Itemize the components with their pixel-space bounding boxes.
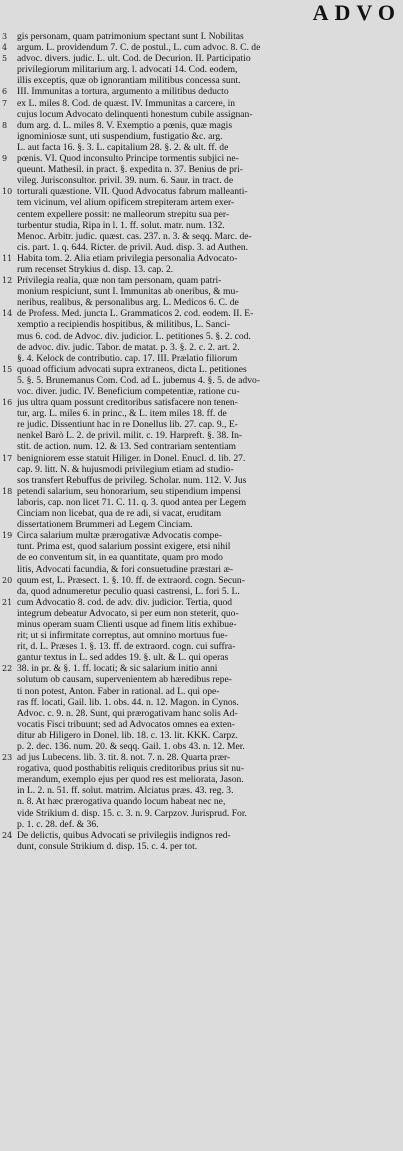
text-line — [2, 286, 400, 297]
line-text: benigniorem esse statuit Hiliger. in Donel. Enucl. d. lib. 27. — [17, 452, 246, 464]
line-text: tunt. Prima est, quod salarium possint exigere, etsi nihil — [17, 541, 231, 553]
line-text: De delictis, quibus Advocati se privilegiis indignos red- — [17, 829, 231, 841]
margin-number: 23 — [2, 753, 13, 763]
text-line — [2, 75, 400, 86]
text-line — [2, 486, 400, 497]
text-line — [2, 663, 400, 674]
line-text: illis exceptis, quæ ob ignorantiam militibus concessa sunt. — [17, 75, 241, 87]
margin-number: 3 — [2, 32, 8, 41]
text-line — [2, 708, 400, 719]
line-text: n. 8. At hæc prærogativa quando locum habeat nec ne, — [17, 796, 226, 808]
line-text: gis personam, quam patrimonium spectant sunt I. Nobilitas — [17, 31, 244, 42]
line-text: cap. 9. litt. N. & hujusmodi privilegium etiam ad studio- — [17, 463, 234, 475]
text-line — [2, 475, 400, 486]
line-text: ad jus Lubecens. lib. 3. tit. 8. not. 7. n. 28. Quarta prær- — [17, 752, 231, 764]
margin-number: 18 — [2, 486, 13, 496]
text-line — [2, 808, 400, 819]
text-line — [2, 619, 400, 630]
text-line — [2, 652, 400, 663]
text-line — [2, 220, 400, 231]
text-line — [2, 153, 400, 164]
text-line — [2, 430, 400, 441]
text-line — [2, 297, 400, 308]
line-text: ditur ab Hiligero in Donel. lib. 18. c. 13. lit. KKK. Carpz. — [17, 729, 238, 741]
text-line — [2, 98, 400, 109]
margin-number: 21 — [2, 597, 13, 607]
margin-number: 14 — [2, 309, 13, 319]
line-text: ignominiosæ sunt, uti suspendium, fustigatio &c. arg. — [17, 130, 223, 142]
line-text: L. aut facta 16. §. 3. L. capitalium 28. §. 2. & ult. ff. de — [17, 141, 229, 153]
line-text: vileg. Jurisconsultor. privil. 39. num. 6. Saur. in tract. de — [17, 175, 234, 187]
text-line — [2, 586, 400, 597]
text-line — [2, 253, 400, 264]
margin-number: 4 — [2, 43, 8, 53]
line-text: xemptio a recipiendis hospitibus, & militibus, L. Sanci- — [17, 319, 231, 331]
line-text: de eo conventum sit, in ea quantitate, quam pro modo — [17, 552, 223, 564]
text-line — [2, 508, 400, 519]
line-text: rit, d. L. Præses 1. §. 13. ff. de extraord. cogn. cui suffra- — [17, 641, 236, 653]
line-text: minus operam suam Clienti usque ad finem litis exhibue- — [17, 618, 237, 630]
text-line — [2, 453, 400, 464]
line-text: rit; ut si infirmitate correptus, aut omnino mortuus fue- — [17, 630, 228, 642]
text-line — [2, 441, 400, 452]
line-text: tem vicinum, vel alium opificem strepiteram artem exer- — [17, 197, 235, 209]
text-line — [2, 186, 400, 197]
text-line — [2, 497, 400, 508]
line-text: rogativa, quod posthabitis reliquis creditoribus prius sit nu- — [17, 763, 245, 775]
line-text: merandum, exemplo ejus per quod res est meliorata, Jason. — [17, 774, 244, 786]
margin-number: 17 — [2, 453, 13, 463]
margin-number: 15 — [2, 364, 13, 374]
text-line — [2, 641, 400, 652]
text-line — [2, 319, 400, 330]
line-text: ti non potest, Anton. Faber in rational. ad L. qui ope- — [17, 685, 220, 697]
page-text — [2, 31, 400, 852]
text-line — [2, 541, 400, 552]
line-text: §. 4. Kelock de contributio. cap. 17. III. Prælatio filiorum — [17, 352, 238, 364]
line-text: privilegiorum militarium arg. l. advocati 14. Cod. eodem, — [17, 64, 238, 76]
text-line — [2, 386, 400, 397]
line-text: p. 2. dec. 136. num. 20. & seqq. Gail. 1. obs 43. n. 12. Mer. — [17, 741, 245, 752]
text-line — [2, 120, 400, 131]
line-text: dunt, consule Strikium d. disp. 15. c. 4. per tot. — [17, 840, 198, 852]
text-line — [2, 830, 400, 841]
line-text: Habita tom. 2. Alia etiam privilegia personalia Advocato- — [17, 252, 238, 264]
text-line — [2, 519, 400, 530]
margin-number: 24 — [2, 830, 13, 840]
text-line — [2, 752, 400, 763]
line-text: neribus, realibus, & personalibus arg. L. Medicos 6. C. de — [17, 297, 239, 309]
text-line — [2, 231, 400, 242]
text-line — [2, 242, 400, 253]
line-text: Menoc. Arbitr. judic. quæst. cas. 237. n. 3. & seqq. Marc. de- — [17, 230, 252, 242]
line-text: petendi salarium, seu honorarium, seu stipendium impensi — [17, 485, 241, 497]
text-line — [2, 674, 400, 685]
line-text: p. 1. c. 28. def. & 36. — [17, 818, 99, 830]
line-text: dissertationem Brummeri ad Legem Cinciam. — [17, 519, 193, 531]
running-head: ADVO — [312, 0, 401, 25]
text-line — [2, 397, 400, 408]
text-line — [2, 342, 400, 353]
text-line — [2, 175, 400, 186]
line-text: tur, arg. L. miles 6. in princ., & L. item miles 18. ff. de — [17, 408, 227, 420]
text-line — [2, 364, 400, 375]
line-text: mus 6. cod. de Advoc. div. judicior. L. petitiones 5. §. 2. cod. — [17, 330, 251, 342]
text-line — [2, 719, 400, 730]
text-line — [2, 131, 400, 142]
line-text: ras ff. locati, Gail. lib. 1. obs. 44. n. 12. Magon. in Cynos. — [17, 696, 239, 708]
text-line — [2, 763, 400, 774]
line-text: re judic. Dissentiunt hac in re Donellus lib. 27. cap. 9., E- — [17, 419, 238, 431]
margin-number: 8 — [2, 120, 8, 130]
line-text: integrum debeatur Advocato, si per eum non steterit, quo- — [17, 607, 239, 619]
line-text: Circa salarium multæ prærogativæ Advocatis compe- — [17, 530, 222, 542]
text-line — [2, 31, 400, 42]
margin-number: 19 — [2, 531, 13, 541]
line-text: laboris, cap. non licet 71. C. 11. q. 3. quod antea per Legem — [17, 496, 247, 508]
line-text: jus ultra quam possunt creditoribus satisfacere non tenen- — [17, 397, 238, 409]
text-line — [2, 697, 400, 708]
margin-number: 5 — [2, 54, 8, 64]
text-line — [2, 264, 400, 275]
text-line — [2, 630, 400, 641]
margin-number: 6 — [2, 87, 8, 97]
text-line — [2, 331, 400, 342]
text-line — [2, 353, 400, 364]
line-text: turbentur studia, Ripa in l. 1. ff. solut. matr. num. 132. — [17, 219, 225, 231]
text-line — [2, 464, 400, 475]
line-text: queunt. Mathesil. in pract. §. expedita n. 37. Benius de pri- — [17, 164, 243, 176]
text-line — [2, 597, 400, 608]
line-text: 38. in pr. & §. 1. ff. locati; & sic salarium initio anni — [17, 663, 218, 675]
line-text: in L. 2. n. 51. ff. solut. matrim. Alciatus præs. 43. reg. 3. — [17, 785, 234, 797]
text-line — [2, 308, 400, 319]
text-line — [2, 530, 400, 541]
line-text: monium respiciunt, sunt I. Immunitas ab oneribus, & mu- — [17, 286, 239, 298]
line-text: advoc. divers. judic. L. ult. Cod. de Decurion. II. Participatio — [17, 53, 251, 65]
text-line — [2, 375, 400, 386]
line-text: centem expellere possit: ne malleorum strepitu sua per- — [17, 208, 230, 220]
text-line — [2, 408, 400, 419]
line-text: solutum ob causam, supervenientem ab hæredibus repe- — [17, 674, 233, 686]
line-text: quum est, L. Præsect. 1. §. 10. ff. de extraord. cogn. Secun- — [17, 574, 245, 586]
line-text: III. Immunitas a tortura, argumento a militibus deducto — [17, 86, 229, 98]
line-text: de advoc. div. judic. Tabor. de matat. p. 3. §. 2. c. 2. art. 2. — [17, 341, 240, 353]
line-text: ex L. miles 8. Cod. de quæst. IV. Immunitas a carcere, in — [17, 97, 236, 109]
margin-number: 12 — [2, 276, 13, 286]
text-line — [2, 741, 400, 752]
line-text: vide Strikium d. disp. 15. c. 3. n. 9. Carpzov. Jurisprud. For. — [17, 807, 247, 819]
margin-number: 9 — [2, 154, 8, 164]
text-line — [2, 209, 400, 220]
text-line — [2, 109, 400, 120]
line-text: 5. §. 5. Brunemanus Com. Cod. ad L. jubemus 4. §. 5. de advo- — [17, 374, 261, 386]
text-line — [2, 564, 400, 575]
text-line — [2, 164, 400, 175]
text-line — [2, 552, 400, 563]
margin-number: 11 — [2, 253, 13, 263]
line-text: Cinciam non licebat, qua de re adi, si vacat, eruditam — [17, 508, 222, 520]
line-text: litis, Advocati facundia, & fori consuetudine præstari æ- — [17, 563, 234, 575]
text-line — [2, 197, 400, 208]
text-line — [2, 608, 400, 619]
line-text: cujus locum Advocato delinquenti honestum cubile assignan- — [17, 108, 253, 120]
line-text: argum. L. providendum 7. C. de postul., L. cum advoc. 8. C. de — [17, 42, 261, 54]
line-text: Privilegia realia, quæ non tam personam, quam patri- — [17, 275, 222, 287]
line-text: Advoc. c. 9. n. 28. Sunt, qui prærogativam hanc solis Ad- — [17, 707, 238, 719]
line-text: pœnis. VI. Quod inconsulto Principe tormentis subjici ne- — [17, 153, 239, 165]
line-text: torturali quæstione. VII. Quod Advocatus fabrum malleanti- — [17, 186, 248, 198]
line-text: rum recenset Strykius d. disp. 13. cap. 2. — [17, 263, 174, 275]
text-line — [2, 686, 400, 697]
text-line — [2, 841, 400, 852]
line-text: nenkel Barò L. 2. de privil. milit. c. 19. Harpreft. §. 38. In- — [17, 430, 243, 442]
text-line — [2, 730, 400, 741]
margin-number: 20 — [2, 575, 13, 585]
text-line — [2, 419, 400, 430]
text-line — [2, 142, 400, 153]
text-line — [2, 575, 400, 586]
line-text: stit. de action. num. 12. & 13. Sed contrariam sententiam — [17, 441, 237, 453]
margin-number: 10 — [2, 187, 13, 197]
text-line — [2, 275, 400, 286]
line-text: voc. diver. judic. IV. Beneficium competentiæ, ratione cu- — [17, 386, 240, 397]
line-text: cis. part. 1. q. 644. Ricter. de privil. Aud. disp. 3. ad Authen. — [17, 241, 249, 253]
line-text: de Profess. Med. juncta L. Grammaticos 2. cod. eodem. II. E- — [17, 308, 254, 320]
text-line — [2, 819, 400, 830]
text-line — [2, 774, 400, 785]
margin-number: 22 — [2, 664, 13, 674]
line-text: dum arg. d. L. miles 8. V. Exemptio a pœnis, quæ magis — [17, 119, 233, 131]
line-text: quoad officium advocati supra extraneos, dicta L. petitiones — [17, 363, 247, 375]
text-line — [2, 785, 400, 796]
line-text: cum Advocatio 8. cod. de adv. div. judicior. Tertia, quod — [17, 596, 233, 608]
text-line — [2, 64, 400, 75]
text-line — [2, 53, 400, 64]
line-text: da, quod adnumeretur peculio quasi castrensi, L. fori 5. L. — [17, 585, 240, 597]
text-line — [2, 86, 400, 97]
line-text: sos transfert Rebuffus de privileg. Scholar. num. 112. V. Jus — [17, 474, 247, 486]
text-line — [2, 42, 400, 53]
margin-number: 16 — [2, 398, 13, 408]
text-line — [2, 796, 400, 807]
line-text: vocatis Fisci tribuunt; sed ad Advocatos omnes ea exten- — [17, 718, 235, 730]
line-text: gantur textus in L. sed addes 19. §. ult. & L. qui operas — [17, 652, 229, 664]
margin-number: 7 — [2, 98, 8, 108]
